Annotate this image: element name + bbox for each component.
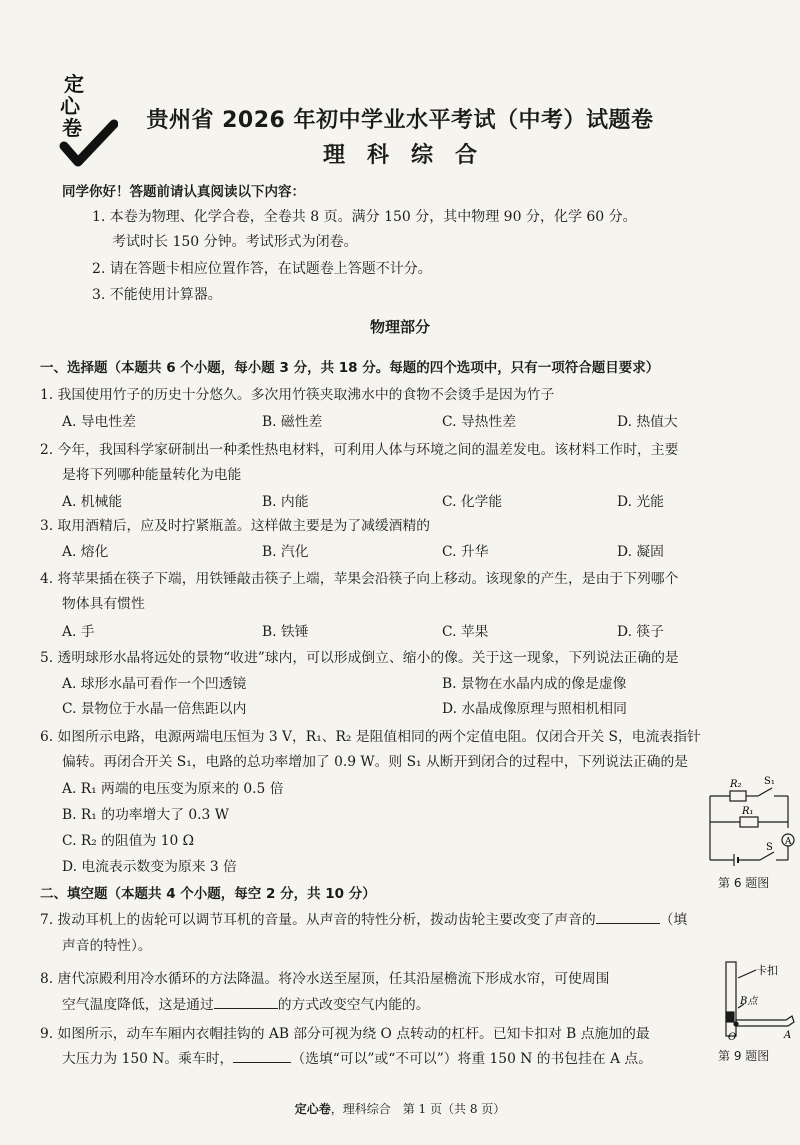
label-s: S — [766, 842, 773, 853]
q5-stem: 5. 透明球形水晶将远处的景物“收进”球内，可以形成倒立、缩小的像。关于这一现象，下列说法正确的是 — [40, 650, 679, 666]
q4-option-d: D. 筷子 — [617, 624, 664, 640]
label-s1: S₁ — [764, 776, 775, 787]
q2-stem-line2: 是将下列哪种能量转化为电能 — [62, 467, 242, 483]
q8-stem-line2 — [62, 993, 430, 1013]
part2-heading: 二、填空题（本题共 4 个小题，每空 2 分，共 10 分） — [40, 886, 376, 902]
q4-stem-line1: 4. 将苹果插在筷子下端，用铁锤敲击筷子上端，苹果会沿筷子向上移动。该现象的产生，是由于下列哪个 — [40, 571, 679, 587]
label-ammeter: A — [785, 837, 792, 847]
page-footer — [0, 1100, 800, 1117]
stamp-char-2: 心 — [60, 94, 80, 118]
instruction-1: 1. 本卷为物理、化学合卷，全卷共 8 页。满分 150 分，其中物理 90 分，化学 60 分。 — [92, 209, 637, 225]
q3-option-a: A. 熔化 — [62, 544, 109, 560]
q1-option-b: B. 磁性差 — [262, 414, 323, 430]
footer-text: ，理科综合 第 1 页（共 8 页） — [330, 1102, 506, 1116]
q2-option-d: D. 光能 — [617, 494, 664, 510]
q9-lever-figure — [712, 960, 798, 1044]
q1-option-c: C. 导热性差 — [442, 414, 517, 430]
q3-option-b: B. 汽化 — [262, 544, 309, 560]
lever-arm — [736, 1016, 794, 1026]
q2-option-b: B. 内能 — [262, 494, 309, 510]
q7-answer-blank — [596, 909, 660, 924]
q4-option-b: B. 铁锤 — [262, 624, 309, 640]
q4-stem-line2: 物体具有惯性 — [62, 596, 145, 612]
q9-stem-line1: 9. 如图所示，动车车厢内衣帽挂钩的 AB 部分可视为绕 O 点转动的杠杆。已知卡扣对 B 点施加的最 — [40, 1026, 650, 1042]
q7-text-b: （填 — [659, 912, 688, 928]
q5-option-b: B. 景物在水晶内成的像是虚像 — [442, 676, 627, 692]
q8-answer-blank — [214, 994, 278, 1009]
q4-option-a: A. 手 — [62, 624, 95, 640]
switch-s1-symbol — [758, 788, 772, 796]
q6-option-a: A. R₁ 两端的电压变为原来的 0.5 倍 — [62, 781, 284, 797]
section-title: 物理部分 — [369, 318, 430, 336]
exam-subtitle: 理科综合 — [322, 143, 499, 168]
switch-s-symbol — [760, 852, 774, 860]
q2-option-a: A. 机械能 — [62, 494, 123, 510]
clip-block — [726, 1012, 734, 1022]
label-a: A — [784, 1030, 792, 1041]
q1-option-d: D. 热值大 — [617, 414, 678, 430]
q6-option-c: C. R₂ 的阻值为 10 Ω — [62, 833, 195, 849]
label-clip: 卡扣 — [756, 964, 778, 977]
q8-text-b: 的方式改变空气内能的。 — [277, 997, 430, 1013]
stamp-char-3: 卷 — [62, 116, 82, 140]
label-b: B点 — [740, 996, 758, 1007]
q4-option-c: C. 苹果 — [442, 624, 489, 640]
q1-stem: 1. 我国使用竹子的历史十分悠久。多次用竹筷夹取沸水中的食物不会烫手是因为竹子 — [40, 387, 555, 403]
q8-stem-line1: 8. 唐代凉殿利用冷水循环的方法降温。将冷水送至屋顶，任其沿屋檐流下形成水帘，可使周围 — [40, 971, 610, 987]
q3-option-c: C. 升华 — [442, 544, 489, 560]
label-r2: R₂ — [730, 779, 742, 790]
q7-text-a: 7. 拨动耳机上的齿轮可以调节耳机的音量。从声音的特性分析，拨动齿轮主要改变了声音的 — [40, 912, 596, 928]
q6-figure-caption: 第 6 题图 — [718, 876, 770, 890]
instruction-1-cont: 考试时长 150 分钟。考试形式为闭卷。 — [112, 234, 358, 250]
label-r1: R₁ — [742, 806, 754, 817]
q6-stem-line2: 偏转。再闭合开关 S₁，电路的总功率增加了 0.9 W。则 S₁ 从断开到闭合的过程中，下列说法正确的是 — [62, 754, 689, 770]
q9-figure-caption: 第 9 题图 — [718, 1049, 770, 1063]
q8-text-a: 空气温度降低，这是通过 — [62, 997, 214, 1013]
part1-heading: 一、选择题（本题共 6 个小题，每小题 3 分，共 18 分。每题的四个选项中，只有一项符合题目要求） — [40, 360, 660, 376]
q9-text-a: 大压力为 150 N。乘车时， — [62, 1051, 234, 1067]
q6-option-d: D. 电流表示数变为原来 3 倍 — [62, 859, 237, 875]
stamp-char-1: 定 — [64, 72, 84, 96]
q1-option-a: A. 导电性差 — [62, 414, 136, 430]
instruction-3: 3. 不能使用计算器。 — [92, 287, 222, 303]
q5-option-c: C. 景物位于水晶一倍焦距以内 — [62, 701, 247, 717]
resistor-r1-symbol — [740, 817, 758, 827]
exam-title: 贵州省 2026 年初中学业水平考试（中考）试题卷 — [146, 108, 654, 133]
q7-stem-line1 — [40, 908, 687, 928]
q6-option-b: B. R₁ 的功率增大了 0.3 W — [62, 807, 229, 823]
clip-leader-line — [738, 970, 756, 978]
q3-option-d: D. 凝固 — [617, 544, 664, 560]
q3-stem: 3. 取用酒精后，应及时拧紧瓶盖。这样做主要是为了减缓酒精的 — [40, 518, 431, 534]
q6-stem-line1: 6. 如图所示电路，电源两端电压恒为 3 V，R₁、R₂ 是阻值相同的两个定值电阻。仅闭合开关 S，电流表指针 — [40, 729, 701, 745]
q9-stem-line2 — [62, 1047, 652, 1067]
q9-answer-blank — [233, 1048, 291, 1063]
q2-option-c: C. 化学能 — [442, 494, 503, 510]
instruction-2: 2. 请在答题卡相应位置作答，在试题卷上答题不计分。 — [92, 261, 432, 277]
q2-stem-line1: 2. 今年，我国科学家研制出一种柔性热电材料，可利用人体与环境之间的温差发电。该材料工作时，主要 — [40, 442, 679, 458]
q5-option-a: A. 球形水晶可看作一个凹透镜 — [62, 676, 247, 692]
q6-circuit-figure — [700, 770, 798, 870]
resistor-r2-symbol — [730, 791, 746, 801]
label-o: O — [728, 1032, 737, 1043]
q5-option-d: D. 水晶成像原理与照相机相同 — [442, 701, 627, 717]
q9-text-b: （选填“可以”或“不可以”）将重 150 N 的书包挂在 A 点。 — [291, 1051, 653, 1067]
q7-stem-line2: 声音的特性）。 — [62, 938, 152, 954]
instructions-greeting: 同学你好！答题前请认真阅读以下内容： — [62, 184, 305, 200]
footer-brand: 定心卷 — [294, 1102, 331, 1116]
